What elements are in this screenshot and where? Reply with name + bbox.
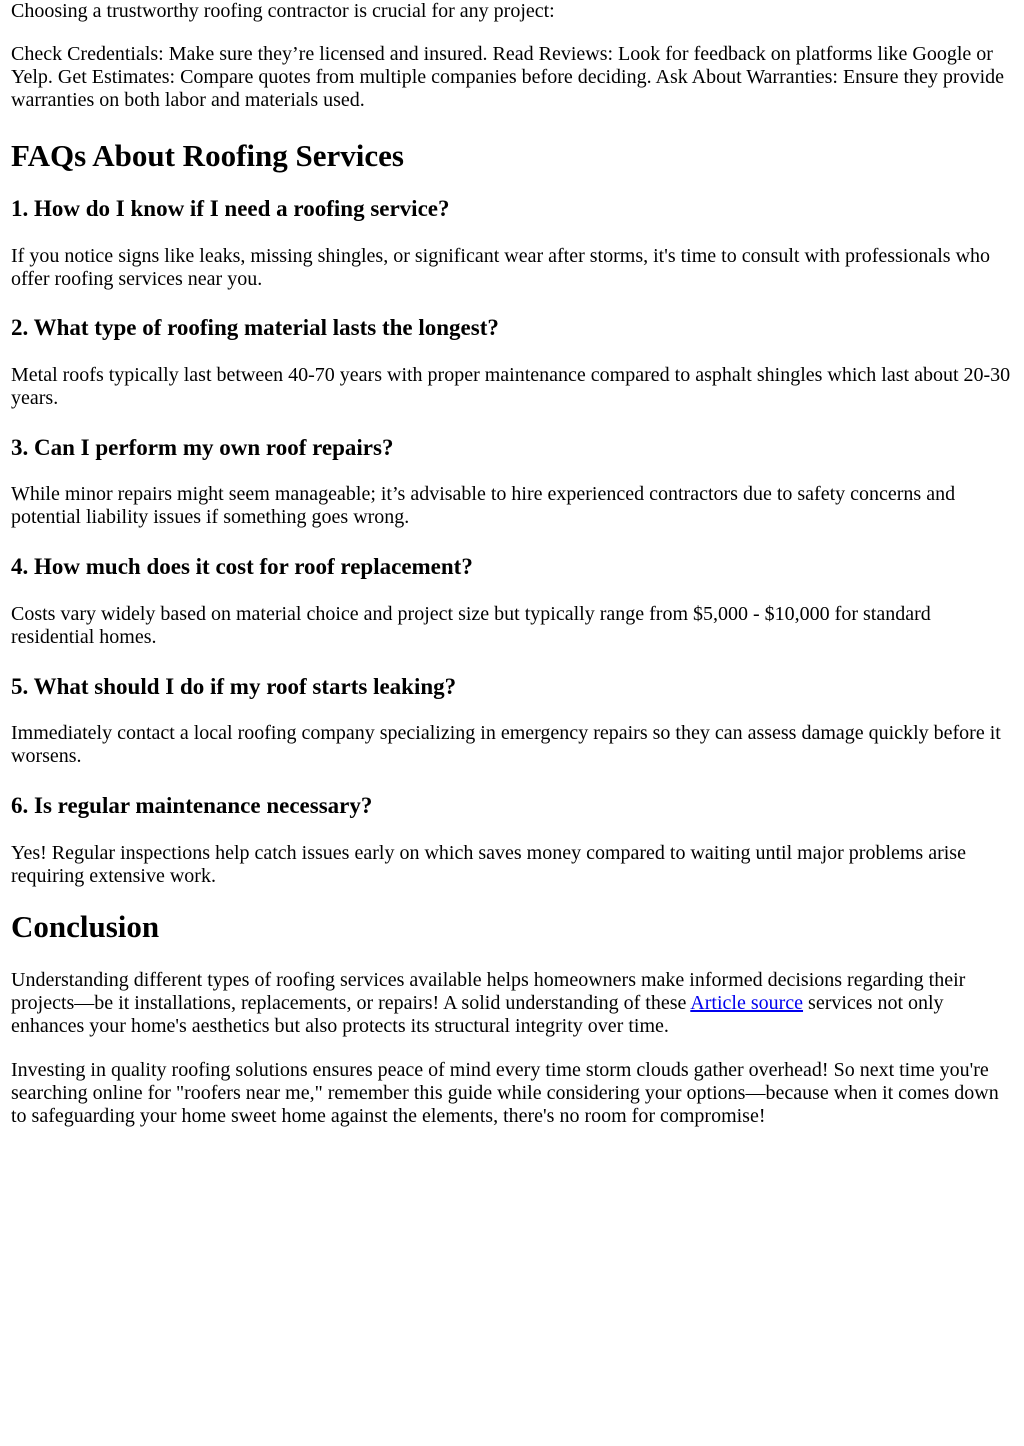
faq-item: [11, 434, 1013, 529]
closing-paragraph: Investing in quality roofing solutions ensures peace of mind every time storm clouds gather overhead! So next time you're searching online for "roofers near me," remember this guide while considering your options—because when it comes down to safeguarding your home sweet home against the elements, there's no room for compromise!: [11, 1059, 999, 1127]
faq-answer: If you notice signs like leaks, missing shingles, or significant wear after storms, it's time to consult with professionals who offer roofing services near you.: [11, 245, 991, 290]
faq-question: 4. How much does it cost for roof replacement?: [11, 554, 473, 579]
conclusion-paragraph: [11, 969, 1013, 1038]
contractor-tips-paragraph: Check Credentials: Make sure they’re licensed and insured. Read Reviews: Look for feedback on platforms like Google or Yelp. Get Estimates: Compare quotes from multiple companies before deciding. Ask About Warranties: Ensure they provide warranties on both labor and materials used.: [11, 43, 1005, 111]
faq-answer: Metal roofs typically last between 40-70 years with proper maintenance compared to asphalt shingles which last about 20-30 years.: [11, 364, 1011, 409]
faq-question: 1. How do I know if I need a roofing service?: [11, 196, 450, 221]
conclusion-heading: Conclusion: [11, 909, 160, 944]
faq-item: [11, 673, 1013, 768]
article-source-link[interactable]: Article source: [690, 992, 804, 1014]
faq-list: [11, 195, 1013, 888]
faq-answer: Costs vary widely based on material choice and project size but typically range from $5,000 - $10,000 for standard residential homes.: [11, 603, 931, 648]
intro-paragraph: Choosing a trustworthy roofing contractor is crucial for any project:: [11, 0, 555, 22]
faq-answer: Yes! Regular inspections help catch issues early on which saves money compared to waiting until major problems arise requiring extensive work.: [11, 842, 966, 887]
faq-question: 3. Can I perform my own roof repairs?: [11, 435, 394, 460]
faq-item: [11, 195, 1013, 291]
faq-item: [11, 553, 1013, 649]
conclusion-text-after-link: services not only enhances your home's aesthetics but also protects its structural integrity over time.: [11, 992, 944, 1037]
faq-answer: Immediately contact a local roofing company specializing in emergency repairs so they can assess damage quickly before it worsens.: [11, 722, 1001, 767]
faq-item: [11, 314, 1013, 410]
faq-question: 2. What type of roofing material lasts the longest?: [11, 315, 499, 340]
faq-item: [11, 792, 1013, 888]
faq-question: 5. What should I do if my roof starts leaking?: [11, 674, 457, 699]
faq-question: 6. Is regular maintenance necessary?: [11, 793, 373, 818]
faq-heading: FAQs About Roofing Services: [11, 138, 404, 173]
faq-answer: While minor repairs might seem manageable; it’s advisable to hire experienced contractors due to safety concerns and potential liability issues if something goes wrong.: [11, 483, 956, 528]
conclusion-text-before-link: Understanding different types of roofing services available helps homeowners make informed decisions regarding their projects—be it installations, replacements, or repairs! A solid understanding of these: [11, 969, 966, 1014]
